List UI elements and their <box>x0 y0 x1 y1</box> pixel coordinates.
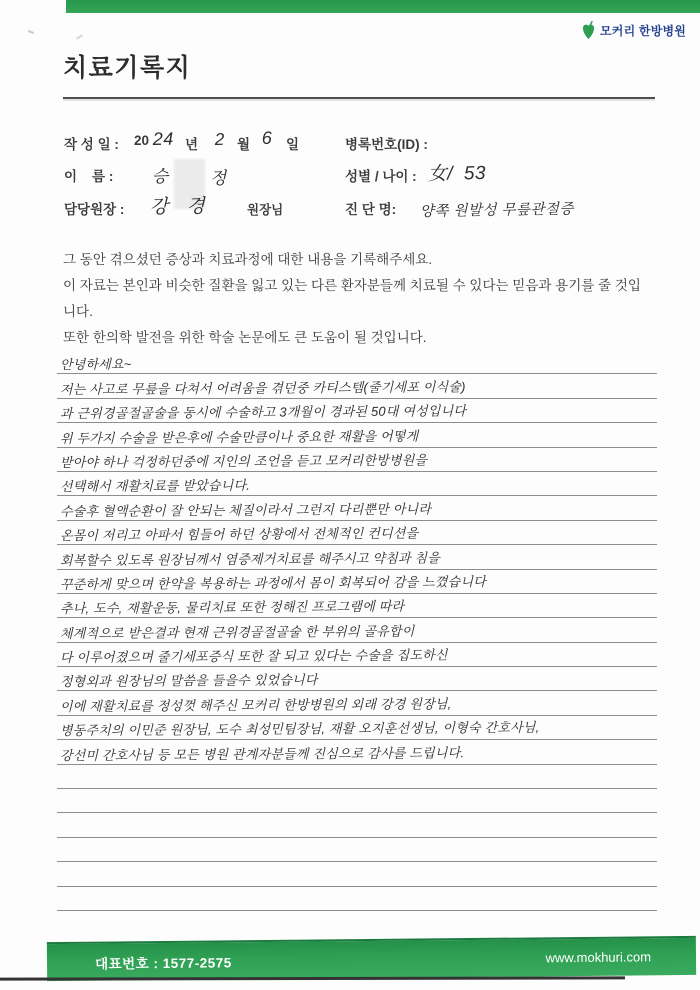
ruled-line <box>57 472 657 496</box>
ruled-line <box>57 423 657 447</box>
date-year-handwritten: 24 <box>152 128 175 150</box>
date-month-handwritten: 2 <box>214 129 225 150</box>
letter-line: 수술후 혈액순환이 잘 안되는 체질이라서 그런지 다리뿐만 아니라 <box>59 501 432 519</box>
ruled-line <box>57 399 657 423</box>
date-day-unit: 일 <box>286 137 300 152</box>
hospital-logo-text: 모커리 한방병원 <box>600 24 687 38</box>
diagnosis-handwritten: 양쪽 원발성 무릎관절증 <box>419 201 575 221</box>
date-month-unit: 월 <box>237 137 251 152</box>
doctor-suffix: 원장님 <box>247 203 284 217</box>
ruled-line <box>57 545 657 569</box>
date-century: 20 <box>134 133 150 148</box>
diagnosis-label: 진 단 명: <box>345 202 397 217</box>
ruled-line-empty <box>57 765 657 789</box>
letter-line: 위 두가지 수술을 받은후에 수술만큼이나 중요한 재활을 어떻게 <box>59 428 419 446</box>
gender-age-label: 성별 / 나이 : <box>345 169 417 184</box>
date-year-unit: 년 <box>185 137 199 152</box>
letter-line: 꾸준하게 맞으며 한약을 복용하는 과정에서 몸이 회복되어 감을 느꼈습니다 <box>59 573 486 592</box>
instruction-line: 그 동안 겪으셨던 증상과 치료과정에 대한 내용을 기록해주세요. <box>63 252 433 267</box>
title-divider <box>63 97 655 99</box>
ruled-line <box>57 350 657 374</box>
letter-line: 병동주치의 이민준 원장님, 도수 최성민팀장님, 재활 오지훈선생님, 이형숙 간호사님, <box>59 719 540 739</box>
letter-line: 온몸이 저리고 아파서 힘들어 하던 상황에서 전체적인 컨디션을 <box>59 525 419 544</box>
letter-line: 다 이루어졌으며 줄기세포증식 또한 잘 되고 있다는 수술을 집도하신 <box>59 647 448 666</box>
ruled-line-empty <box>57 862 657 886</box>
ruled-line <box>57 667 657 691</box>
ruled-line-empty <box>57 789 657 813</box>
handwritten-letter <box>57 350 657 911</box>
instruction-line: 이 자료는 본인과 비슷한 질환을 잃고 있는 다른 환자분들께 치료될 수 있다는 믿음과 용기를 줄 것입니다. <box>63 278 641 319</box>
name-last-handwritten: 정 <box>209 168 227 189</box>
ruled-line-empty <box>57 887 657 911</box>
ruled-line-empty <box>57 813 657 837</box>
scan-speck <box>28 30 34 34</box>
name-first-handwritten: 승 <box>151 166 169 187</box>
ruled-line <box>57 448 657 472</box>
date-day-handwritten: 6 <box>261 127 273 149</box>
page-title: 치료기록지 <box>63 54 192 82</box>
instructions <box>63 247 648 351</box>
ruled-line <box>57 570 657 594</box>
letter-line: 이에 재활치료를 정성껏 해주신 모커리 한방병원의 외래 강경 원장님, <box>59 696 452 714</box>
name-label: 이 름 : <box>64 169 114 184</box>
scan-edge-shadow <box>0 976 625 980</box>
letter-line: 안녕하세요~ <box>59 356 132 373</box>
letter-line: 받아야 하나 걱정하던중에 지인의 조언을 듣고 모커리한방병원을 <box>59 452 428 470</box>
hospital-logo <box>581 21 686 40</box>
ruled-line-empty <box>57 838 657 862</box>
letter-line: 저는 사고로 무릎을 다쳐서 어려움을 겪던중 카티스템(줄기세포 이식술) <box>59 378 466 397</box>
scan-speck <box>76 34 83 39</box>
ruled-line <box>57 618 657 642</box>
letter-line: 추나, 도수, 재활운동, 물리치료 또한 정해진 프로그램에 따라 <box>59 598 405 617</box>
date-label: 작 성 일 : <box>64 137 119 152</box>
ruled-line <box>57 691 657 715</box>
ruled-line <box>57 740 657 764</box>
letter-line: 강선미 간호사님 등 모든 병원 관계자분들께 진심으로 감사를 드립니다. <box>59 744 465 763</box>
letter-line: 선택해서 재활치료를 받았습니다. <box>59 478 251 495</box>
ruled-line <box>57 716 657 740</box>
footer-phone: 대표번호 : 1577-2575 <box>94 954 232 972</box>
ruled-line <box>57 374 657 398</box>
doctor-name-handwritten: 강 경 <box>149 196 206 219</box>
ruled-line <box>57 643 657 667</box>
footer-bar <box>47 936 696 981</box>
letter-line: 정형외과 원장님의 말씀을 들을수 있었습니다 <box>59 672 318 690</box>
ruled-line <box>57 496 657 520</box>
footer-website: www.mokhuri.com <box>545 949 652 966</box>
instruction-line: 또한 한의학 발전을 위한 학술 논문에도 큰 도움이 될 것입니다. <box>63 330 427 345</box>
leaf-heart-icon <box>581 21 596 40</box>
patient-id-label: 병록번호(ID) : <box>345 137 428 152</box>
letter-line: 회복할수 있도록 원장님께서 염증제거치료를 해주시고 약침과 침을 <box>59 549 441 568</box>
ruled-line <box>57 594 657 618</box>
letter-line: 과 근위경골절골술을 동시에 수술하고 3개월이 경과된 50대 여성입니다 <box>59 403 467 422</box>
doctor-label: 담당원장 : <box>64 202 125 217</box>
letter-line: 체계적으로 받은결과 현재 근위경골절골술 한 부위의 골유합이 <box>59 623 415 641</box>
top-green-bar <box>66 0 700 13</box>
gender-age-handwritten: 女/ 53 <box>427 162 487 186</box>
ruled-line <box>57 521 657 545</box>
